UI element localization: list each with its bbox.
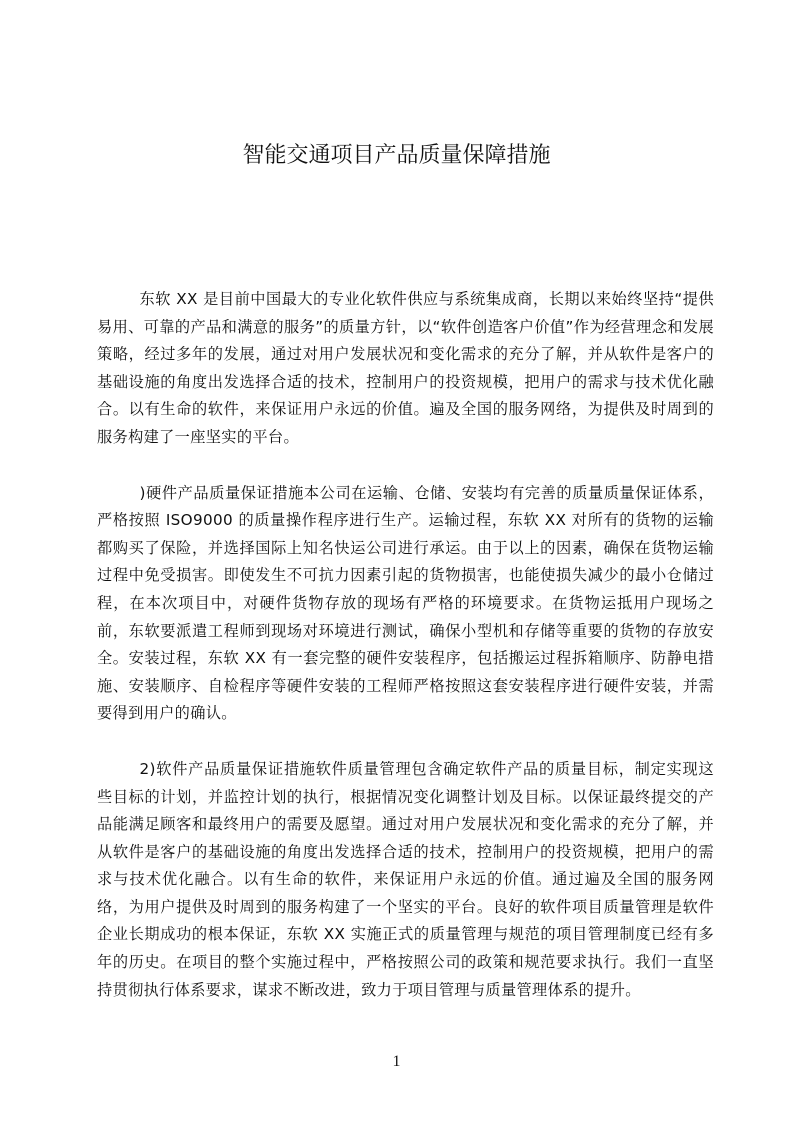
page-number: 1 <box>392 1053 401 1070</box>
document-body <box>97 286 714 1032</box>
paragraph-company-intro: 东软 XX 是目前中国最大的专业化软件供应与系统集成商，长期以来始终坚持“提供易用、可靠的产品和满意的服务”的质量方针，以“软件创造客户价值”作为经营理念和发展策略，经过多年的发展，通过对用户发展状况和变化需求的充分了解，并从软件是客户的基础设施的角度出发选择合适的技术，控制用户的投资规模，把用户的需求与技术优化融合。以有生命的软件，来保证用户永远的价值。遍及全国的服务网络，为提供及时周到的服务构建了一座坚实的平台。 <box>97 290 714 446</box>
page-title: 智能交通项目产品质量保障措施 <box>242 143 551 168</box>
paragraph-software-quality: 2)软件产品质量保证措施软件质量管理包含确定软件产品的质量目标，制定实现这些目标的计划，并监控计划的执行，根据情况变化调整计划及目标。以保证最终提交的产品能满足顾客和最终用户的需要及愿望。通过对用户发展状况和变化需求的充分了解，并从软件是客户的基础设施的角度出发选择合适的技术，控制用户的投资规模，把用户的需求与技术优化融合。以有生命的软件，来保证用户永远的价值。通过遍及全国的服务网络，为用户提供及时周到的服务构建了一个坚实的平台。良好的软件项目质量管理是软件企业长期成功的根本保证，东软 XX 实施正式的质量管理与规范的项目管理制度已经有多年的历史。在项目的整个实施过程中，严格按照公司的政策和规范要求执行。我们一直坚持贯彻执行体系要求，谋求不断改进，致力于项目管理与质量管理体系的提升。 <box>97 759 714 999</box>
paragraph-hardware-quality: )硬件产品质量保证措施本公司在运输、仓储、安装均有完善的质量质量保证体系，严格按照 ISO9000 的质量操作程序进行生产。运输过程，东软 XX 对所有的货物的运输都购买了保险，并选择国际上知名快运公司进行承运。由于以上的因素，确保在货物运输过程中免受损害。即使发生不可抗力因素引起的货物损害，也能使损失减少的最小仓储过程，在本次项目中，对硬件货物存放的现场有严格的环境要求。在货物运抵用户现场之前，东软要派遣工程师到现场对环境进行测试，确保小型机和存储等重要的货物的存放安全。安装过程，东软 XX 有一套完整的硬件安装程序，包括搬运过程拆箱顺序、防静电措施、安装顺序、自检程序等硬件安装的工程师严格按照这套安装程序进行硬件安装，并需要得到用户的确认。 <box>97 483 714 723</box>
